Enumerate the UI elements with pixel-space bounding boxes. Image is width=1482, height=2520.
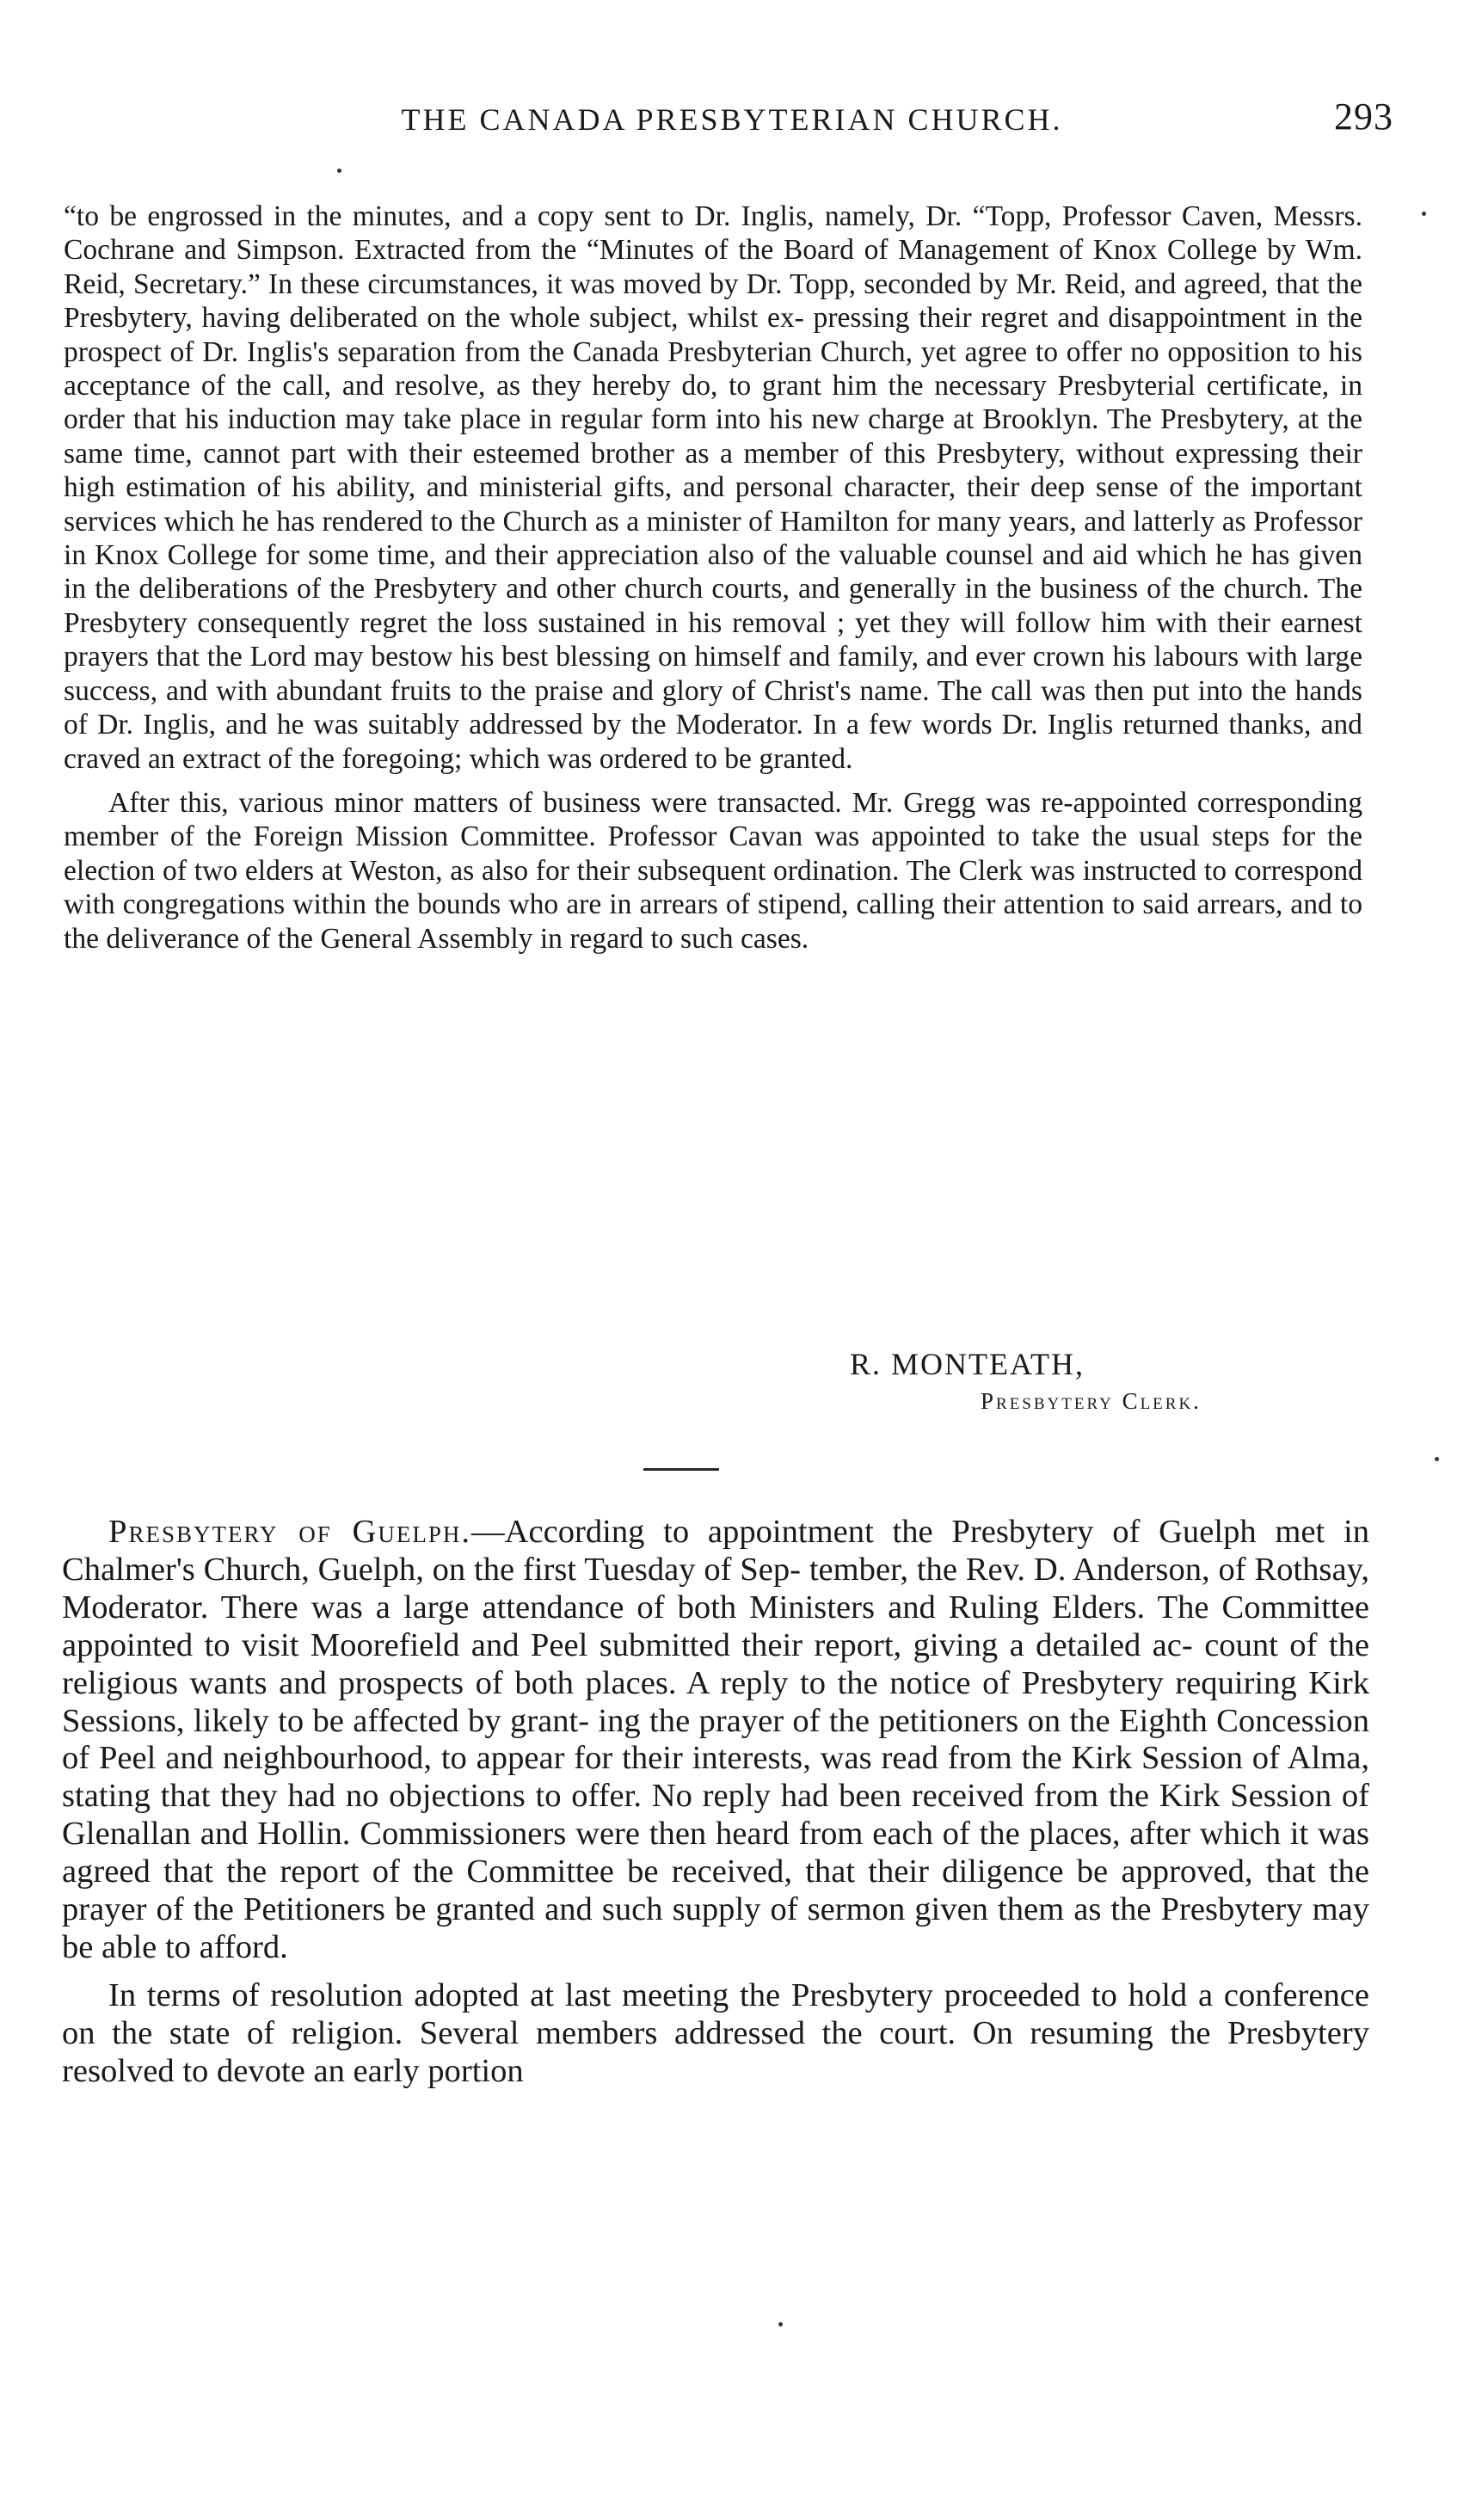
- text-line: the prayer of the Petitioners be granted and such supply of sermon given: [62, 1853, 1369, 1928]
- text-line: correspond with congregations within the bounds who are in arrears of stipend,: [64, 854, 1362, 921]
- text-line: were then heard from each of the places, after which it was agreed that the: [62, 1816, 1369, 1890]
- text-line: them as the Presbytery may be able to afford.: [62, 1891, 1369, 1965]
- text-line: “Topp, Professor Caven, Messrs. Cochrane and Simpson. Extracted from the: [64, 200, 1362, 267]
- text-line: Weston, as also for their subsequent ordination. The Clerk was instructed to: [349, 854, 1227, 887]
- section-presbytery-of-guelph: [62, 1514, 1369, 2091]
- text-line: their high estimation of his ability, and ministerial gifts, and personal character,: [64, 437, 1362, 504]
- text-line: pressing their regret and disappointment in the prospect of Dr. Inglis's separation: [64, 302, 1362, 368]
- text-line: In terms of resolution adopted at last meeting the Presbytery proceeded: [108, 1976, 1081, 2013]
- minutes-continuation: [64, 200, 1362, 956]
- text-line: count of the religious wants and prospects of both places. A reply to the: [62, 1626, 1369, 1701]
- speck-mark: [778, 2322, 783, 2326]
- text-line: for some time, and their appreciation also of the valuable counsel and aid which: [265, 539, 1208, 572]
- text-line: Presbyterial certificate, in order that his induction may take place in regular form: [64, 370, 1363, 436]
- text-line: a minister of Hamilton for many years, and latterly as Professor in Knox College: [64, 505, 1362, 572]
- text-line: crown his labours with large success, and with abundant fruits to the praise and: [64, 641, 1362, 707]
- text-line: agreed, that the Presbytery, having deliberated on the whole subject, whilst ex-: [64, 267, 1362, 335]
- text-line: of Alma, stating that they had no objections to offer. No reply had been: [62, 1740, 1369, 1815]
- text-line: received from the Kirk Session of Glenallan and Hollin. Commissioners: [62, 1778, 1369, 1853]
- signature-name: R. MONTEATH,: [850, 1347, 1085, 1381]
- text-line: “Minutes of the Board of Management of Knox College by Wm. Reid, Secretary.”: [64, 234, 1362, 300]
- text-line: After this, various minor matters of business were transacted. Mr. Gregg was: [108, 786, 1031, 819]
- text-line: generally in the business of the church. The Presbytery consequently regret the: [64, 573, 1362, 639]
- text-line: into his new charge at Brooklyn. The Presbytery, at the same time, cannot part: [64, 403, 1362, 470]
- text-line: “to be engrossed in the minutes, and a copy sent to Dr. Inglis, namely, Dr.: [64, 200, 962, 232]
- speck-mark: [337, 169, 341, 173]
- text-line: Cavan was appointed to take the usual steps for the election of two elders at: [64, 821, 1362, 887]
- text-line: granted.: [759, 742, 853, 775]
- paragraph-conference: [62, 1977, 1369, 2091]
- speck-mark: [1422, 212, 1426, 216]
- signature-title: Presbytery Clerk.: [981, 1388, 1202, 1414]
- speck-mark: [1435, 1457, 1439, 1461]
- text-line: thanks, and craved an extract of the foregoing; which was ordered to be: [64, 709, 1362, 775]
- text-line: tember, the Rev. D. Anderson, of Rothsay, Moderator. There was a large: [62, 1551, 1369, 1626]
- running-title: THE CANADA PRESBYTERIAN CHURCH.: [401, 102, 1063, 137]
- text-line: attendance of both Ministers and Ruling Elders. The Committee appointed: [62, 1589, 1369, 1663]
- text-line: he has given in the deliberations of the Presbytery and other church courts, and: [64, 539, 1362, 605]
- section-divider: [643, 1468, 719, 1471]
- text-line: acceptance of the call, and resolve, as they hereby do, to grant him the necessary: [64, 370, 1047, 403]
- paragraph-guelph-meeting: [62, 1514, 1369, 1967]
- text-line: that the Lord may bestow his best blessing on himself and family, and ever: [156, 641, 1025, 673]
- text-line: of Guelph met in Chalmer's Church, Guelph, on the first Tuesday of Sep-: [62, 1514, 1370, 1588]
- text-line: the court. On resuming the Presbytery resolved to devote an early portion: [62, 2014, 1369, 2089]
- text-line: re-appointed corresponding member of the Foreign Mission Committee. Professor: [64, 786, 1362, 853]
- text-line: with their esteemed brother as a member of this Presbytery, without expressing: [347, 437, 1299, 470]
- text-line: to hold a conference on the state of religion. Several members addressed: [62, 1976, 1369, 2051]
- text-line: glory of Christ's name. The call was then put into the hands of Dr. Inglis, and: [64, 674, 1362, 741]
- page-header: [323, 95, 1393, 153]
- text-line: calling their attention to said arrears, and to the deliverance of the General: [64, 888, 1362, 955]
- page-number: 293: [1334, 95, 1393, 138]
- text-line: report of the Committee be received, that their diligence be approved, that: [280, 1853, 1316, 1890]
- text-line: loss sustained in his removal ; yet they will follow him with their earnest prayers: [64, 606, 1362, 673]
- paragraph-minor-business: [64, 786, 1362, 956]
- section-heading: Presbytery of Guelph.: [108, 1514, 472, 1550]
- text-line: from the Canada Presbyterian Church, yet agree to offer no opposition to his: [464, 335, 1362, 368]
- text-line: their deep sense of the important services which he has rendered to the Church as: [64, 471, 1362, 538]
- text-line: ing the prayer of the petitioners on the Eighth Concession of Peel and: [62, 1702, 1369, 1777]
- text-line: In these circumstances, it was moved by Dr. Topp, seconded by Mr. Reid, and: [268, 267, 1177, 300]
- text-line: Assembly in regard to such cases.: [417, 922, 809, 955]
- text-line: notice of Presbytery requiring Kirk Sessions, likely to be affected by grant-: [62, 1664, 1369, 1739]
- paragraph-call-resolution: [64, 200, 1362, 776]
- text-line: neighbourhood, to appear for their interests, was read from the Kirk Session: [222, 1740, 1243, 1777]
- text-line: to visit Moorefield and Peel submitted their report, giving a detailed ac-: [204, 1626, 1193, 1663]
- text-line: he was suitably addressed by the Moderator. In a few words Dr. Inglis returned: [276, 709, 1220, 741]
- text-line: —According to appointment the Presbytery: [471, 1514, 1094, 1550]
